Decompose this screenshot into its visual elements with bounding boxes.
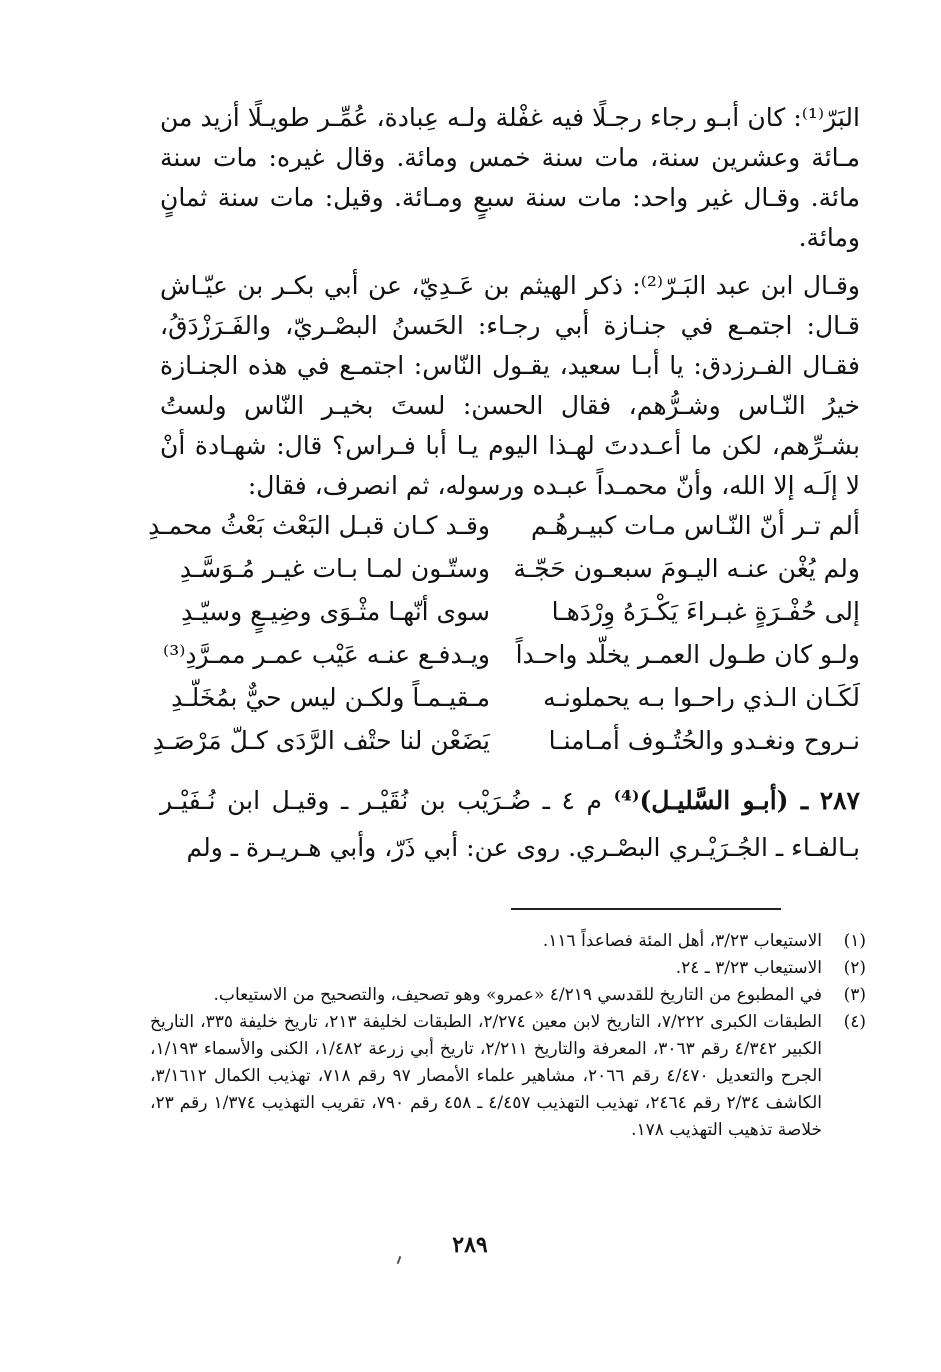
- main-text: [160, 98, 860, 506]
- verse-second-hemistich: ويـدفـع عنـه عَيْب عمـر ممـرَّدِ⁽³⁾: [163, 640, 490, 669]
- verse-first-hemistich: ألم تـر أنّ النّـاس مـات كبيـرهُـم: [530, 511, 860, 540]
- verse-second-hemistich: مـقيـمـاً ولكـن ليس حيٌّ بمُخَلّـدِ: [171, 683, 490, 712]
- entry-name: ـ (أبـو السَّليـل)⁽⁴⁾: [613, 786, 809, 815]
- poem-verse: [150, 547, 860, 590]
- verse-first-hemistich: لَكَـان الـذي راحـوا بـه يحملونـه: [543, 683, 860, 712]
- scan-speck: [397, 1256, 402, 1264]
- footnote: [150, 982, 866, 1009]
- entry-text: م ٤ ـ ضُـرَيْب بن نُقَيْـر ـ وقيـل ابن نُـفَيْـر بـالفـاء ـ الجُـرَيْـري البصْـري. روى عن: أبي ذَرّ، وأبي هـريـرة ـ ولم: [160, 786, 860, 862]
- footnote-divider: [511, 908, 781, 910]
- verse-first-hemistich: إلى حُفْـرَةٍ غبـراءَ يَكْـرَهُ وِرْدَهـا: [551, 597, 860, 626]
- footnote-number: (٤): [843, 1012, 866, 1032]
- footnote-text: الاستيعاب ٣/٢٣ ـ ٢٤.: [675, 958, 822, 978]
- footnotes: [150, 928, 866, 1144]
- biography-entry: [160, 777, 860, 871]
- poem-verse: [150, 633, 860, 676]
- footnote: [150, 928, 866, 955]
- footnote-number: (٢): [843, 958, 866, 978]
- poem-verse: [150, 676, 860, 719]
- footnote-text: الطبقات الكبرى ٧/٢٢٢، التاريخ لابن معين ٢/٢٧٤، الطبقات لخليفة ٢١٣، تاريخ خليفة ٣٣٥، التاريخ الكبير ٤/٣٤٢ رقم ٣٠٦٣، المعرفة والتاريخ ٢/٢١١، تاريخ أبي زرعة ١/٤٨٢، الكنى والأسماء ١/١٩٣، الجرح والتعديل ٤/٤٧٠ رقم ٢٠٦٦، مشاهير علماء الأمصار ٩٧ رقم ٧١٨، تهذيب الكمال ٣/١٦١٢، الكاشف ٢/٣٤ رقم ٢٤٦٤، تهذيب التهذيب ٤/٤٥٧ ـ ٤٥٨ رقم ٧٩٠، تقريب التهذيب ١/٣٧٤ رقم ٢٣، خلاصة تذهيب التهذيب ١٧٨.: [150, 1012, 822, 1140]
- verse-second-hemistich: وقـد كـان قبـل البَعْث بَعْثُ محمـدِ: [148, 511, 490, 540]
- verse-second-hemistich: يَضَعْن لنا حتْف الرَّدَى كـلّ مَرْصَـدِ: [152, 726, 490, 755]
- verse-second-hemistich: وستّـون لمـا بـات غيـر مُـوَسَّـدِ: [179, 554, 490, 583]
- footnote-number: (١): [843, 931, 866, 951]
- entry-number: ٢٨٧: [819, 786, 860, 815]
- verse-first-hemistich: نـروح ونغـدو والحُتُـوف أمـامنـا: [548, 726, 860, 755]
- verse-first-hemistich: ولم يُغْن عنـه اليـومَ سبعـون حَجّـة: [513, 554, 860, 583]
- paragraph-1: البَرّ⁽¹⁾: كان أبـو رجاء رجـلًا فيه غفْلة ولـه عِبادة، عُمِّـر طويـلًا أزيد من مـائة وعشرين سنة، مات سنة خمس ومائة. وقال غيره: مات سنة مائة. وقـال غير واحد: مات سنة سبعٍ ومـائة. وقيل: مات سنة ثمانٍ ومائة.: [160, 103, 860, 252]
- paragraph-2: وقـال ابن عبد البَـرّ⁽²⁾: ذكر الهيثم بن عَـدِيّ، عن أبي بكـر بن عيّـاش قـال: اجتمـع في جنـازة أبي رجـاء: الحَسنُ البصْـريّ، والفَـرَزْدَقُ، فقـال الفـرزدق: يا أبـا سعيد، يقـول النّاس: اجتمـع في هذه الجنـازة خيرُ النّـاس وشـرُّهم، فقال الحسن: لستَ بخيـر النّاس ولستُ بشـرِّهم، لكن ما أعـددتَ لهـذا اليوم يـا أبا فـراس؟ قال: شهـادة أنْ لا إلَـه إلا الله، وأنّ محمـداً عبـده ورسوله، ثم انصرف، فقال:: [160, 271, 860, 500]
- verse-second-hemistich: سوى أنّهـا مثْـوَى وضِيـعٍ وسيّـدِ: [181, 597, 490, 626]
- page-number: ٢٨٩: [452, 1232, 488, 1258]
- poem: [150, 504, 860, 762]
- footnote: [150, 1009, 866, 1144]
- footnote-text: الاستيعاب ٣/٢٣، أهل المئة فصاعداً ١١٦.: [542, 931, 822, 951]
- poem-verse: [150, 504, 860, 547]
- footnote: [150, 955, 866, 982]
- footnote-number: (٣): [843, 985, 866, 1005]
- footnote-text: في المطبوع من التاريخ للقدسي ٤/٢١٩ «عمرو» وهو تصحيف، والتصحيح من الاستيعاب.: [213, 985, 822, 1005]
- poem-verse: [150, 719, 860, 762]
- verse-first-hemistich: ولـو كان طـول العمـر يخلّد واحـداً: [515, 640, 860, 669]
- poem-verse: [150, 590, 860, 633]
